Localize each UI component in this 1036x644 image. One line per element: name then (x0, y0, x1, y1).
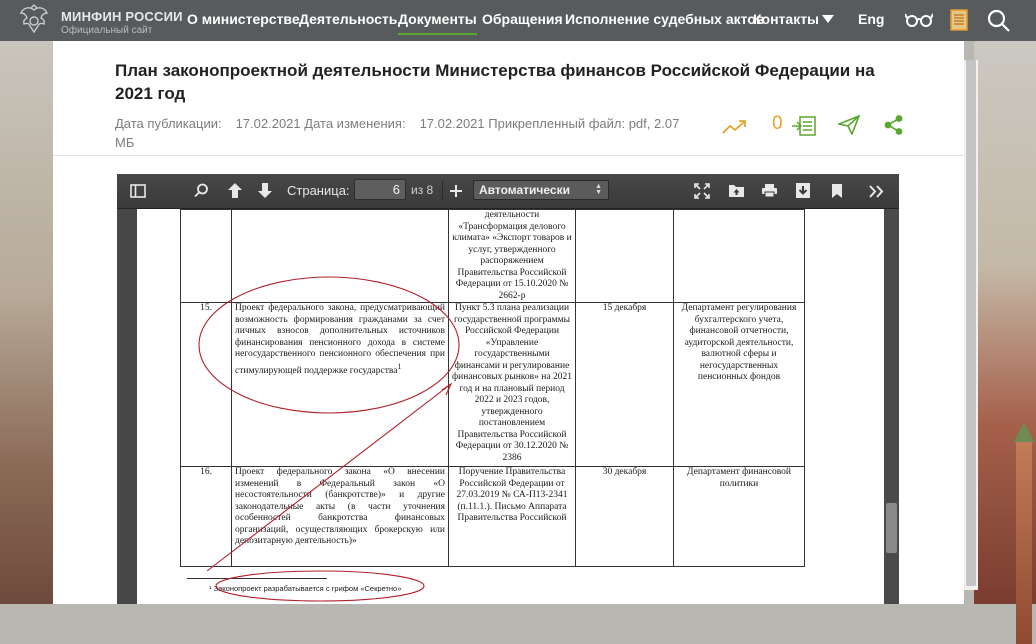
row-name: Проект федерального закона «О внесении изменений в Федеральный закон «О несостоятельности (банкротстве)» и другие законодательные акты (в части уточнения особенностей банкротства финансовых организаций, осуществляющих брокерскую или депозитарную деятельность)» (232, 467, 449, 567)
toolbar-separator (442, 181, 443, 201)
annotation-arrow-line (207, 384, 451, 571)
find-icon[interactable] (194, 183, 209, 198)
row-dept: Департамент финансовой политики (674, 467, 805, 567)
open-file-icon[interactable] (728, 183, 745, 198)
changed-date: 17.02.2021 (419, 116, 485, 131)
page-total: из 8 (411, 183, 434, 197)
pdf-scrollbar[interactable] (884, 209, 899, 604)
background-scenery-left (0, 40, 55, 604)
nav-item-documents[interactable]: Документы (398, 11, 477, 35)
row-basis: Пункт 5.3 плана реализации государственной программы Российской Федерации «Управление государственными финансами и регулирование финансовых рынков» на 2021 год и на плановый период 2022 и 2023 годов, утвержденного постановлением Правительства Российской Федерации от 30.12.2020 № 2386 (449, 303, 576, 467)
zoom-in-icon[interactable] (449, 184, 463, 198)
download-icon[interactable] (795, 182, 811, 199)
row-name-text: Проект федерального закона, предусматривающий возможность формирования гражданами за счет личных взносов дополнительных источников финансирования пенсионного дохода в системе негосударственного пенсионного обеспечения при стимулирующей поддержке государства (235, 303, 445, 376)
document-icon[interactable] (950, 9, 968, 31)
views-counter: 0 (772, 113, 783, 134)
changed-label: Дата изменения: (304, 116, 406, 131)
pdf-scrollbar-thumb[interactable] (886, 503, 897, 553)
previous-page-icon[interactable] (227, 182, 243, 199)
nav-item-appeals[interactable]: Обращения (482, 11, 563, 27)
brand-subtitle: Официальный сайт (61, 25, 153, 36)
footnote: ¹ Законопроект разрабатывается с грифом «Секретно» (209, 584, 402, 593)
annotation-ellipse-main (199, 277, 459, 413)
published-date: 17.02.2021 (235, 116, 301, 131)
footnote-ref: 1 (397, 361, 402, 371)
zoom-select[interactable] (473, 180, 609, 200)
row-date: 30 декабря (576, 467, 674, 567)
subscribe-icon[interactable] (791, 115, 817, 137)
pdf-page (137, 209, 885, 604)
row-date: 15 декабря (576, 303, 674, 467)
attachment-label: Прикрепленный файл: pdf, (488, 116, 651, 131)
bookmark-icon[interactable] (831, 183, 843, 199)
share-icon[interactable] (884, 115, 904, 135)
kremlin-tower (1016, 440, 1032, 644)
annotation-arrow-head (442, 384, 451, 395)
brand-title: МИНФИН РОССИИ (61, 9, 183, 24)
trend-chart-icon[interactable] (722, 119, 748, 135)
tools-menu-icon[interactable] (868, 185, 884, 198)
row-basis-text: деятельности «Трансформация делового климата» «Экспорт товаров и услуг, утвержденного распоряжением Правительства Российской Федерации от 15.10.2020 № 2662-р (452, 210, 572, 301)
attachment-size: 2.07 МБ (115, 116, 680, 150)
page-title: План законопроектной деятельности Министерства финансов Российской Федерации на 2021 год (115, 61, 875, 103)
nav-item-ministry[interactable]: О министерстве (187, 11, 300, 27)
zoom-value: Автоматически (479, 183, 570, 197)
page-scrollbar-thumb[interactable] (966, 60, 976, 586)
document-meta (115, 114, 695, 152)
annotation-ellipse-footnote (216, 571, 424, 601)
pdf-viewer (117, 174, 899, 604)
published-label: Дата публикации: (115, 116, 222, 131)
page-label: Страница: (287, 183, 350, 198)
background-scenery-right (974, 40, 1036, 604)
red-annotation-overlay (137, 209, 885, 604)
presentation-mode-icon[interactable] (694, 183, 710, 199)
search-icon[interactable] (987, 9, 1011, 33)
row-dept: Департамент регулирования бухгалтерского учета, финансовой отчетности, аудиторской деятельности, валютной сферы и негосударственных пенсионных фондов (674, 303, 805, 467)
nav-item-activity[interactable]: Деятельность (299, 11, 398, 27)
nav-item-court-acts[interactable]: Исполнение судебных актов (565, 11, 765, 27)
row-basis: Поручение Правительства Российской Федерации от 27.03.2019 № СА-П13-2341 (п.11.1.). Письмо Аппарата Правительства Российской (449, 467, 576, 567)
next-page-icon[interactable] (257, 182, 273, 199)
top-navigation-bar (0, 0, 1036, 41)
page-scrollbar[interactable] (964, 60, 978, 590)
glasses-icon[interactable] (905, 12, 933, 28)
page-number-input[interactable]: 6 (354, 179, 406, 200)
nav-item-contacts[interactable]: Контакты (753, 11, 820, 27)
brand[interactable] (61, 9, 183, 36)
pdf-toolbar (117, 174, 899, 209)
send-icon[interactable] (838, 115, 860, 135)
sidebar-toggle-icon[interactable] (130, 184, 146, 198)
row-number: 15. (181, 303, 232, 467)
row-number: 16. (181, 467, 232, 567)
print-icon[interactable] (761, 183, 778, 198)
select-arrows-icon: ▲ ▼ (595, 183, 602, 196)
coat-of-arms-logo-icon[interactable] (17, 4, 51, 37)
language-switch[interactable]: Eng (858, 11, 885, 27)
chevron-down-icon[interactable] (822, 15, 834, 23)
divider (53, 155, 964, 156)
